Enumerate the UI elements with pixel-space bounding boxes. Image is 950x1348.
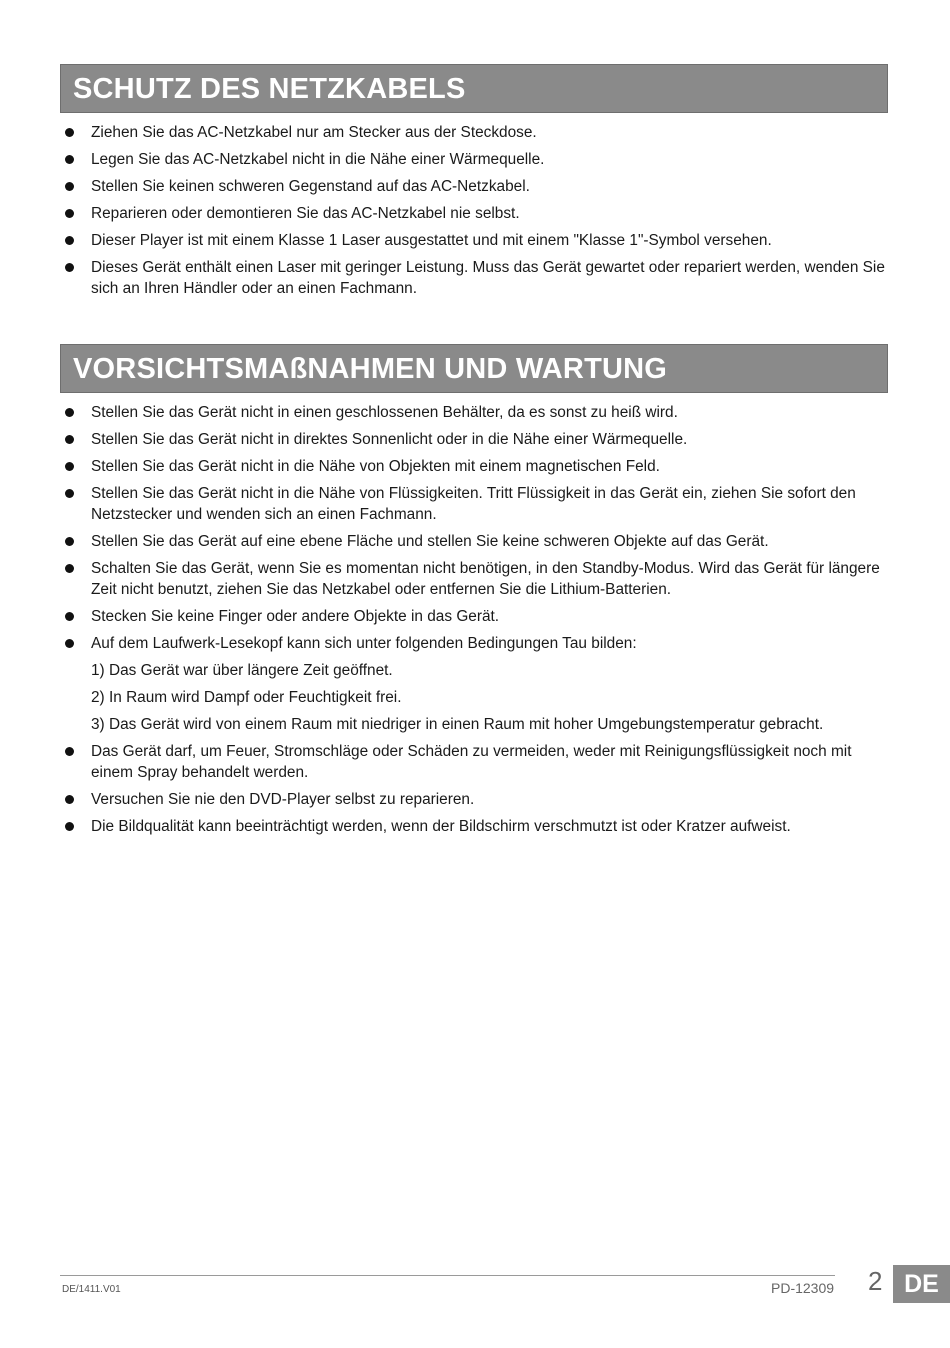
list-item: Dieses Gerät enthält einen Laser mit geringer Leistung. Muss das Gerät gewartet oder repariert werden, wenden Sie sich an Ihren Händler oder an einen Fachmann. [60, 257, 890, 299]
list-item: Die Bildqualität kann beeinträchtigt werden, wenn der Bildschirm verschmutzt ist oder Kratzer aufweist. [60, 816, 890, 837]
list-item: Reparieren oder demontieren Sie das AC-Netzkabel nie selbst. [60, 203, 890, 224]
sub-list-item: 3) Das Gerät wird von einem Raum mit niedriger in einen Raum mit hoher Umgebungstemperatur gebracht. [91, 716, 824, 733]
footer-model-number: PD-12309 [771, 1280, 835, 1296]
list-item: Stecken Sie keine Finger oder andere Objekte in das Gerät. [60, 606, 890, 627]
sub-list-item: 2) In Raum wird Dampf oder Feuchtigkeit frei. [91, 689, 402, 706]
footer-divider [60, 1275, 835, 1276]
list-item: Stellen Sie das Gerät nicht in einen geschlossenen Behälter, da es sonst zu heiß wird. [60, 402, 890, 423]
list-item: Auf dem Laufwerk-Lesekopf kann sich unter folgenden Bedingungen Tau bilden: [60, 633, 890, 654]
list-item: Das Gerät darf, um Feuer, Stromschläge oder Schäden zu vermeiden, weder mit Reinigungsflüssigkeit noch mit einem Spray behandelt werden. [60, 741, 890, 783]
list-item: Dieser Player ist mit einem Klasse 1 Laser ausgestattet und mit einem "Klasse 1"-Symbol versehen. [60, 230, 890, 251]
list-item: Stellen Sie das Gerät nicht in die Nähe von Objekten mit einem magnetischen Feld. [60, 456, 890, 477]
list-item: Stellen Sie das Gerät nicht in direktes Sonnenlicht oder in die Nähe einer Wärmequelle. [60, 429, 890, 450]
list-item: Stellen Sie das Gerät nicht in die Nähe von Flüssigkeiten. Tritt Flüssigkeit in das Gerät ein, ziehen Sie sofort den Netzstecker und wenden sich an einen Fachmann. [60, 483, 890, 525]
list-item: Schalten Sie das Gerät, wenn Sie es momentan nicht benötigen, in den Standby-Modus. Wird das Gerät für längere Zeit nicht benutzt, ziehen Sie das Netzkabel oder entfernen Sie die Lithium-Batterien. [60, 558, 890, 600]
footer-doc-code: DE/1411.V01 [62, 1284, 121, 1295]
list-item: Stellen Sie das Gerät auf eine ebene Fläche und stellen Sie keine schweren Objekte auf das Gerät. [60, 531, 890, 552]
section-title-precautions: VORSICHTSMAßNAHMEN UND WARTUNG [60, 344, 888, 393]
language-badge: DE [893, 1265, 950, 1303]
section-title-power-cord: SCHUTZ DES NETZKABELS [60, 64, 888, 113]
page-number: 2 [868, 1266, 883, 1296]
list-item: Stellen Sie keinen schweren Gegenstand auf das AC-Netzkabel. [60, 176, 890, 197]
precautions-list [60, 402, 890, 843]
list-item: Legen Sie das AC-Netzkabel nicht in die Nähe einer Wärmequelle. [60, 149, 890, 170]
power-cord-list [60, 122, 890, 305]
sub-list-item: 1) Das Gerät war über längere Zeit geöffnet. [91, 662, 393, 679]
list-item: Versuchen Sie nie den DVD-Player selbst zu reparieren. [60, 789, 890, 810]
list-item: Ziehen Sie das AC-Netzkabel nur am Stecker aus der Steckdose. [60, 122, 890, 143]
